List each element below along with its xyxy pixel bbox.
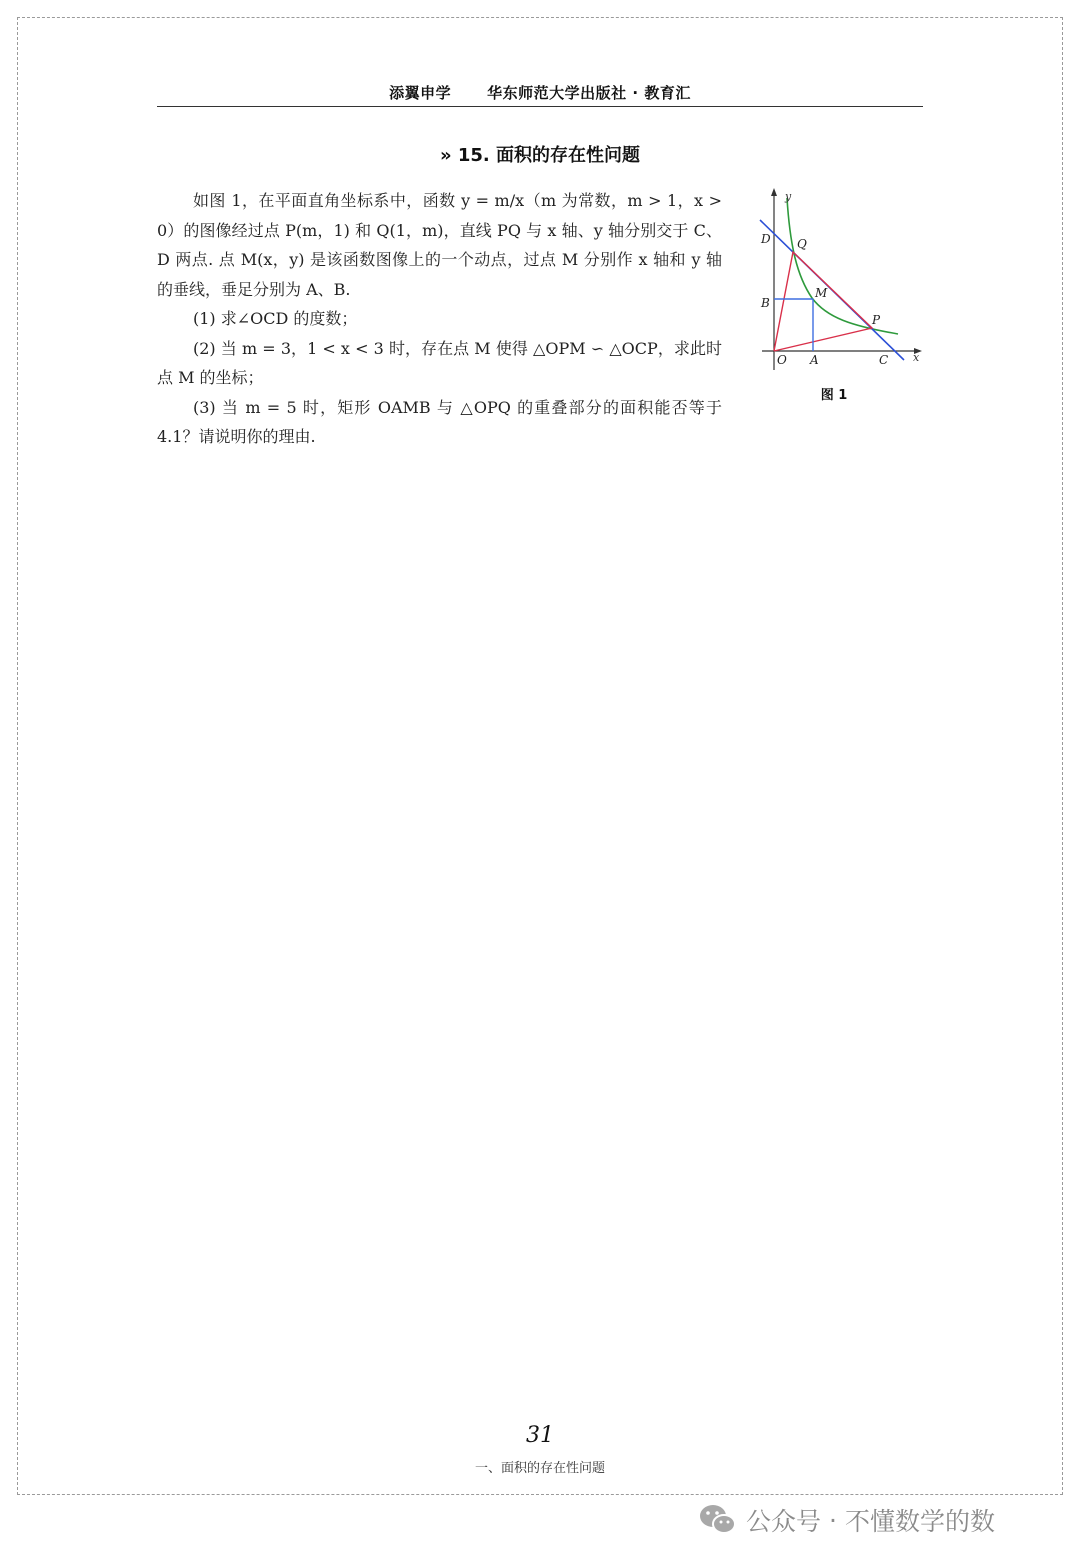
question-2: (2) 当 m = 3，1 < x < 3 时，存在点 M 使得 △OPM ∽ △OCP，求此时点 M 的坐标； — [157, 338, 722, 387]
page-number: 31 — [526, 1423, 554, 1448]
y-axis-arrow-icon — [771, 188, 777, 196]
watermark — [698, 1500, 995, 1540]
publisher-name: 华东师范大学出版社 · 教育汇 — [487, 84, 691, 102]
label-a: A — [810, 353, 819, 367]
coordinate-diagram — [752, 186, 928, 381]
hyperbola-curve — [787, 198, 898, 334]
question-3: (3) 当 m = 5 时，矩形 OAMB 与 △OPQ 的重叠部分的面积能否等于 4.1？请说明你的理由. — [157, 397, 722, 446]
account-name: 不懂数学的数 — [844, 1507, 995, 1536]
figure-1 — [752, 186, 928, 406]
series-name: 添翼申学 — [389, 84, 452, 102]
watermark-separator: · — [829, 1505, 837, 1535]
running-head — [157, 82, 923, 103]
figure-caption: 图 1 — [820, 388, 848, 403]
wechat-icon — [698, 1503, 738, 1537]
section-title: » 15. 面积的存在性问题 — [439, 145, 641, 166]
account-prefix: 公众号 — [746, 1507, 822, 1536]
y-axis-label: y — [785, 190, 792, 203]
label-o: O — [777, 353, 787, 367]
header-rule — [157, 106, 923, 107]
label-c: C — [879, 353, 889, 367]
x-axis-label: x — [913, 351, 920, 364]
question-1: (1) 求∠OCD 的度数； — [193, 309, 358, 328]
problem-intro: 如图 1，在平面直角坐标系中，函数 y = m/x（m 为常数，m > 1，x > 0）的图像经过点 P(m，1) 和 Q(1，m)，直线 PQ 与 x 轴、y 轴分别交于 C、D 两点. 点 M(x，y) 是该函数图像上的一个动点，过点 M 分别作 x 轴和 y 轴的垂线，垂足分别为 A、B. — [157, 191, 722, 299]
footer-chapter-title: 一、面积的存在性问题 — [474, 1461, 605, 1476]
triangle-opq — [774, 252, 872, 351]
problem-text — [157, 186, 722, 452]
label-q: Q — [797, 237, 807, 251]
label-b: B — [761, 296, 770, 310]
label-m: M — [815, 286, 828, 300]
label-p: P — [872, 313, 881, 327]
label-d: D — [761, 232, 771, 246]
